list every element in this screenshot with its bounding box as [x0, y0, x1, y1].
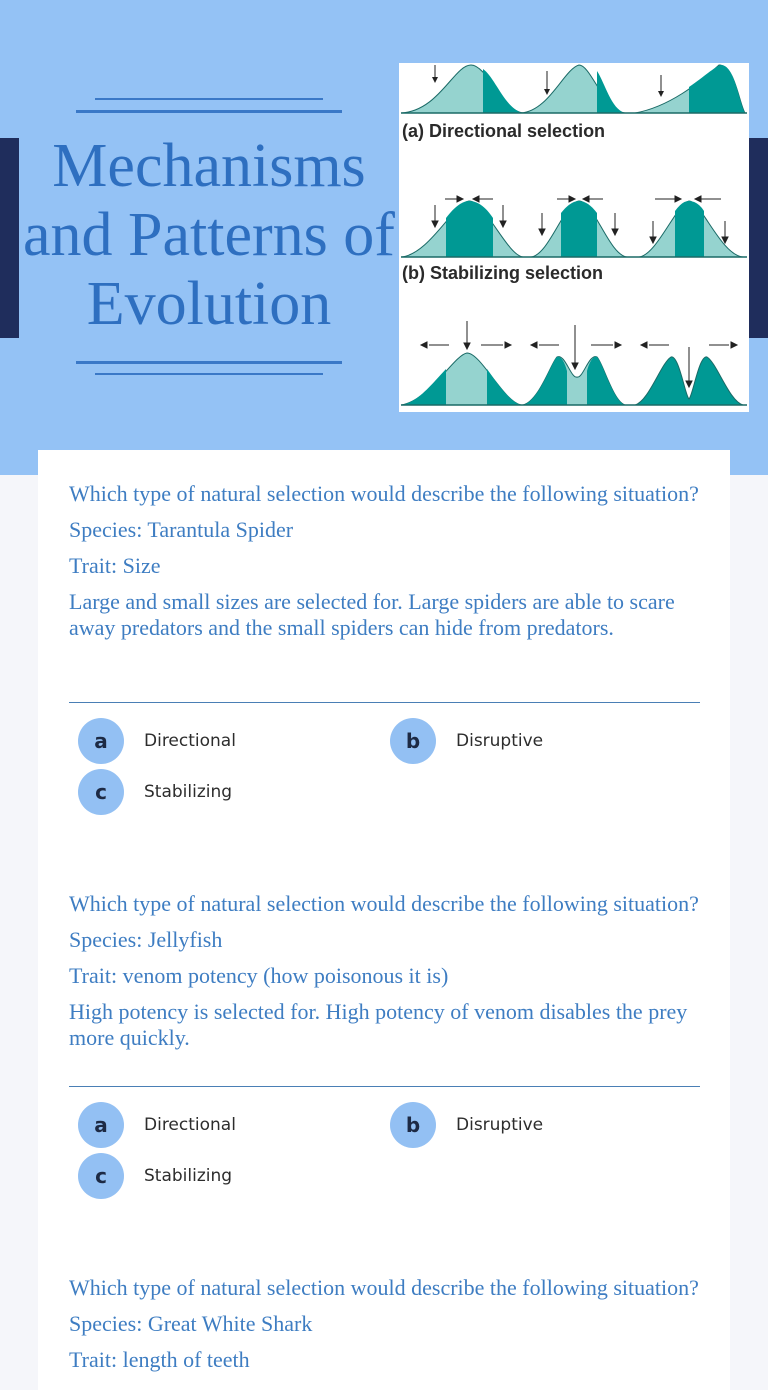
question-1-option-c[interactable] — [78, 769, 232, 815]
title-line-2: and Patterns of — [23, 201, 395, 269]
question-1-prompt: Which type of natural selection would describe the following situation? — [69, 481, 699, 506]
selection-curves-svg — [399, 63, 749, 412]
question-1-trait: Trait: Size — [69, 553, 161, 578]
option-label: Disruptive — [456, 1115, 544, 1135]
question-1-option-a[interactable] — [78, 718, 236, 764]
figure-label-directional: (a) Directional selection — [402, 121, 606, 141]
worksheet-card — [38, 450, 730, 1390]
header-banner — [0, 0, 768, 475]
question-1-divider — [69, 702, 700, 703]
page-title — [0, 132, 418, 339]
option-label: Disruptive — [456, 731, 544, 751]
title-rule-bottom-thick — [76, 361, 342, 364]
directional-curves — [401, 65, 747, 113]
title-line-3: Evolution — [86, 270, 332, 338]
option-letter-bubble: a — [78, 1102, 124, 1148]
question-1-species: Species: Tarantula Spider — [69, 517, 294, 542]
option-label: Directional — [144, 731, 236, 751]
option-label: Stabilizing — [144, 1166, 233, 1186]
question-2-prompt: Which type of natural selection would describe the following situation? — [69, 891, 699, 916]
title-line-1: Mechanisms — [52, 132, 366, 200]
option-letter-bubble: a — [78, 718, 124, 764]
title-rule-top-thick — [76, 110, 342, 113]
question-2-species: Species: Jellyfish — [69, 927, 223, 952]
option-label: Directional — [144, 1115, 236, 1135]
question-3-trait: Trait: length of teeth — [69, 1347, 250, 1372]
question-3-prompt: Which type of natural selection would describe the following situation? — [69, 1275, 699, 1300]
question-2-option-a[interactable] — [78, 1102, 236, 1148]
question-2 — [69, 891, 699, 1051]
question-2-option-b[interactable] — [390, 1102, 543, 1148]
disruptive-curves — [401, 321, 747, 405]
option-label: Stabilizing — [144, 782, 233, 802]
selection-diagram — [399, 63, 749, 412]
option-letter-bubble: b — [390, 1102, 436, 1148]
question-1-option-b[interactable] — [390, 718, 543, 764]
question-2-option-c[interactable] — [78, 1153, 232, 1199]
stabilizing-curves — [401, 196, 747, 257]
title-rule-top-thin — [95, 98, 323, 100]
question-3 — [69, 1275, 699, 1373]
option-letter-bubble: b — [390, 718, 436, 764]
question-1-detail: Large and small sizes are selected for. Large spiders are able to scare away predators and the small spiders can hide from predators. — [69, 589, 675, 640]
figure-label-stabilizing: (b) Stabilizing selection — [402, 263, 604, 283]
question-2-divider — [69, 1086, 700, 1087]
question-2-detail: High potency is selected for. High potency of venom disables the prey more quickly. — [69, 999, 688, 1050]
question-2-trait: Trait: venom potency (how poisonous it is) — [69, 963, 449, 988]
right-accent-bar — [749, 138, 768, 338]
question-3-species: Species: Great White Shark — [69, 1311, 313, 1336]
title-block — [0, 96, 418, 378]
title-rule-bottom-thin — [95, 373, 323, 375]
question-1 — [69, 481, 699, 641]
option-letter-bubble: c — [78, 769, 124, 815]
option-letter-bubble: c — [78, 1153, 124, 1199]
